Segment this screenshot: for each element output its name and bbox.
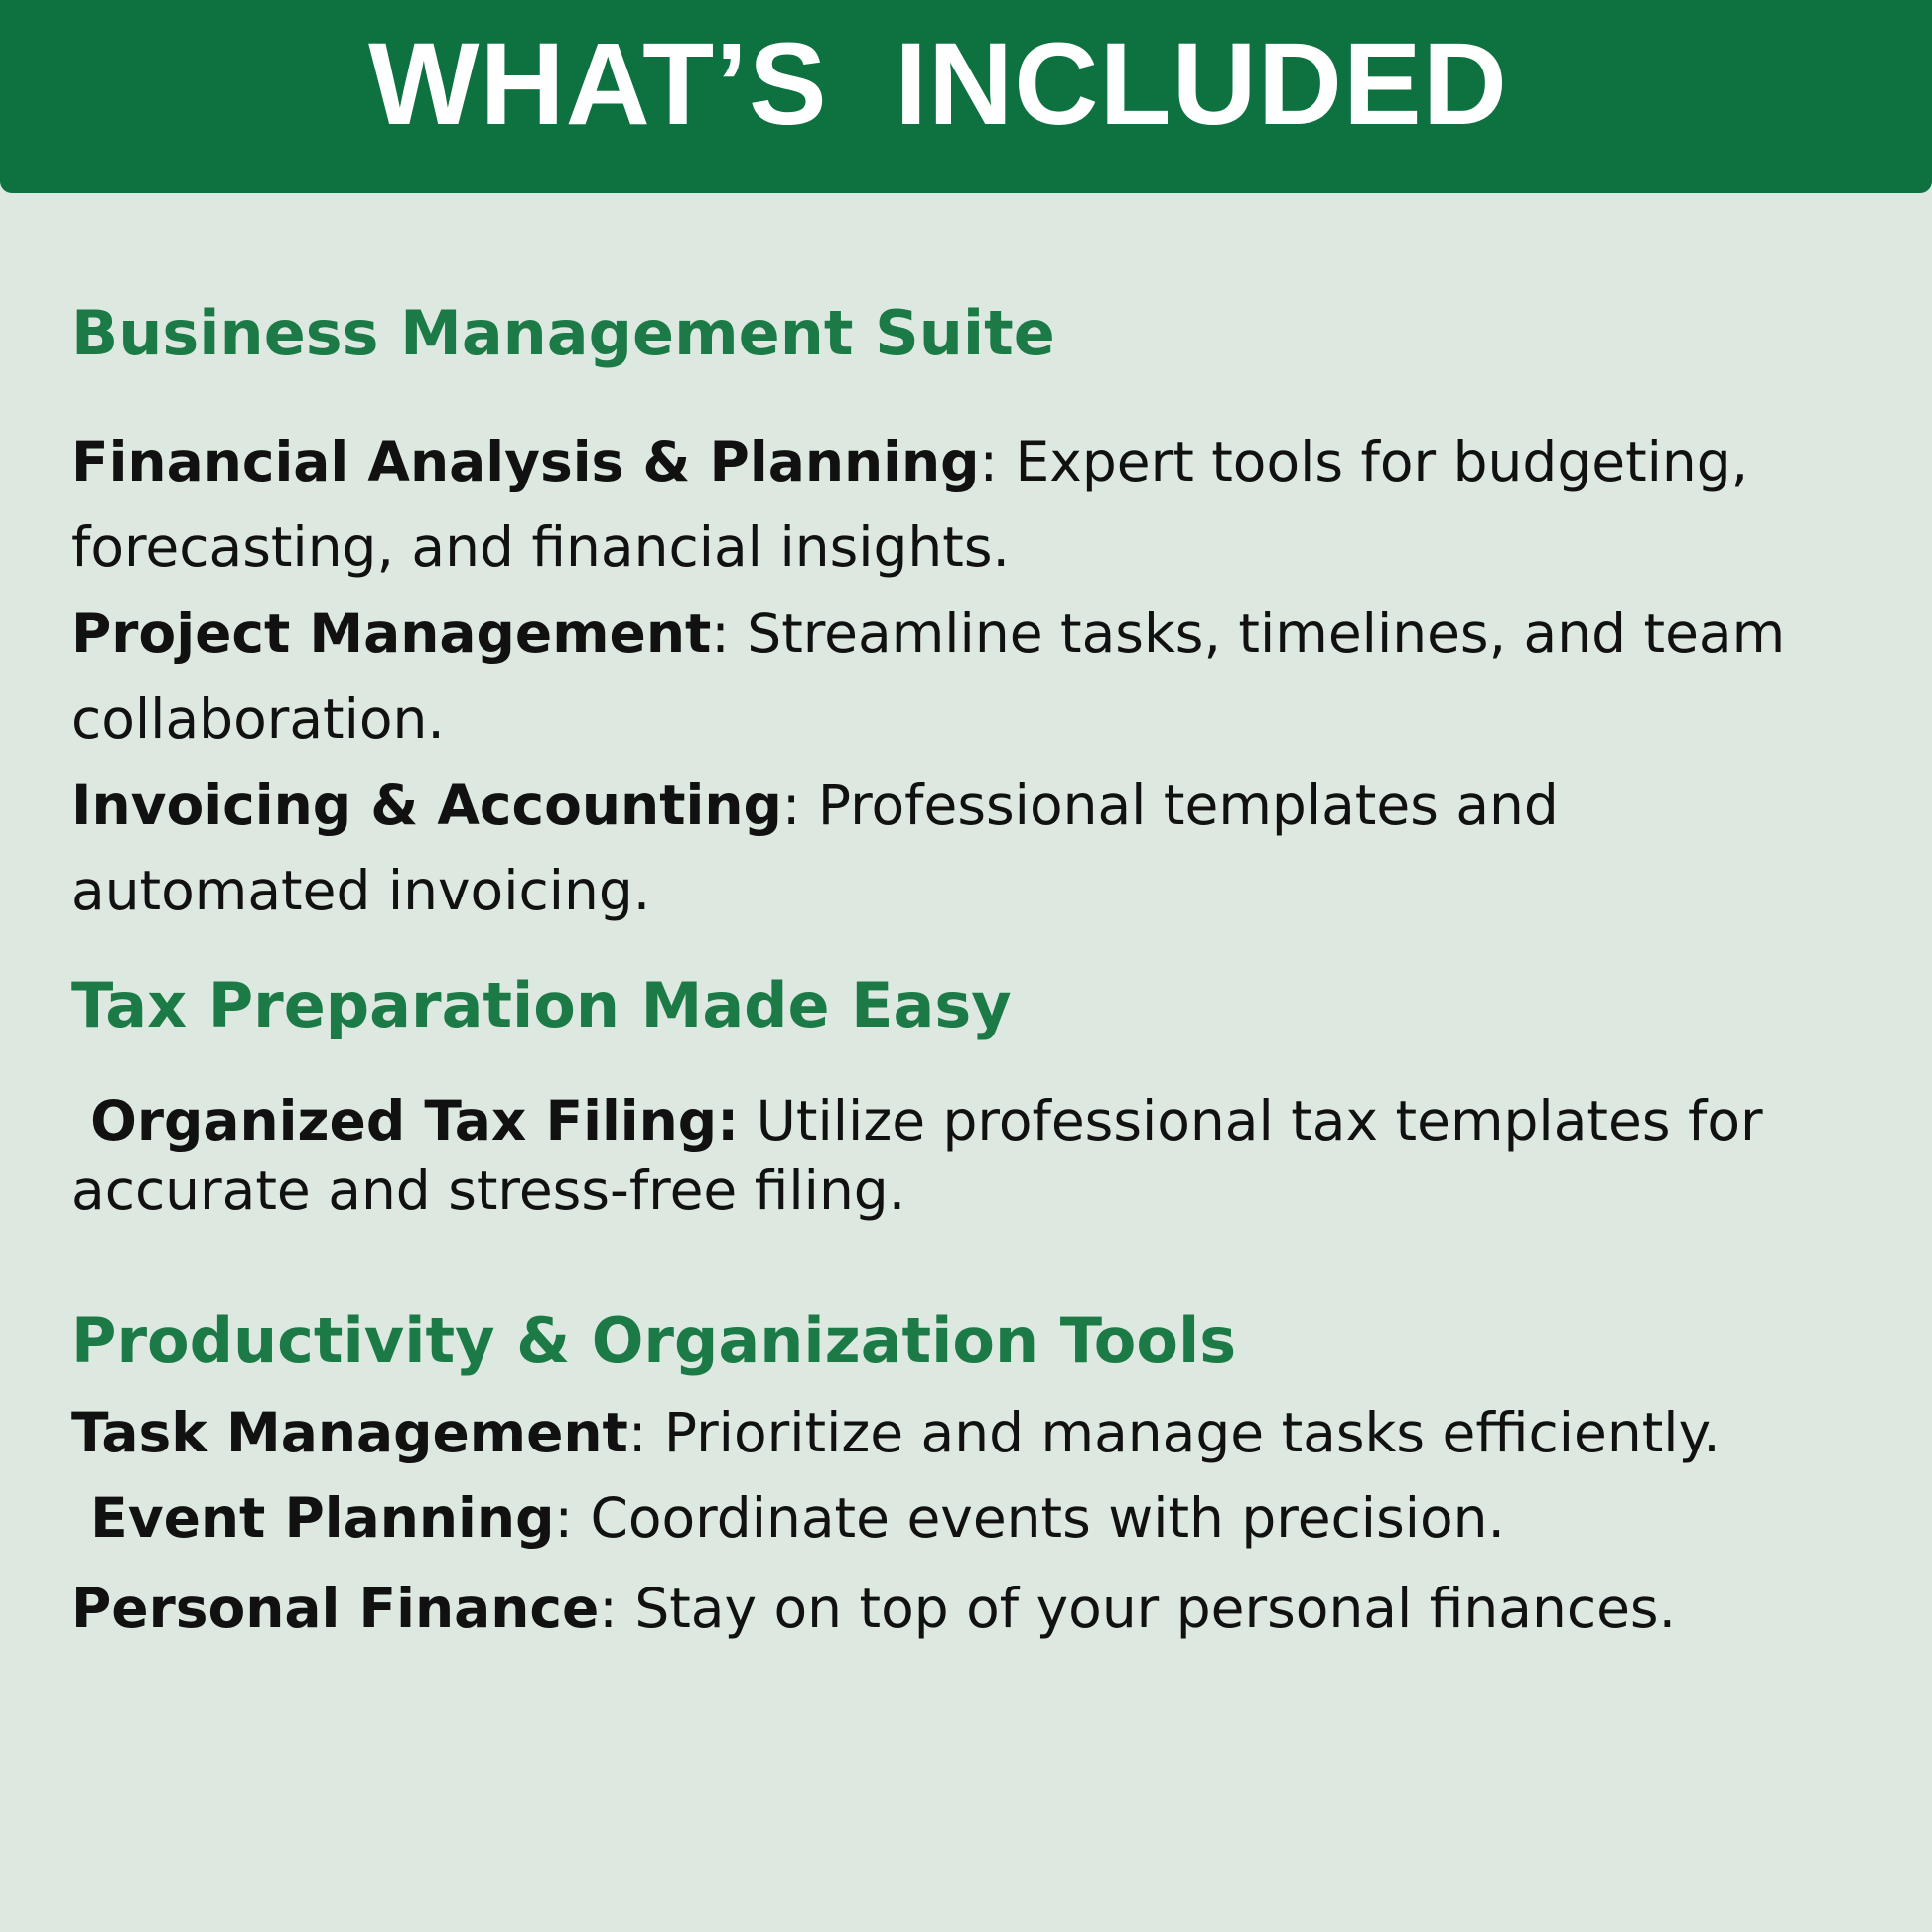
- section-heading-productivity-tools: Productivity & Organization Tools: [71, 1305, 1237, 1377]
- feature-separator: :: [599, 1577, 635, 1640]
- feature-separator: :: [554, 1486, 591, 1550]
- feature-item-task-management: [71, 1390, 1721, 1475]
- feature-item-project-management: [71, 591, 1785, 761]
- feature-term: Personal Finance: [71, 1577, 600, 1640]
- feature-item-invoicing-accounting: [71, 762, 1559, 933]
- feature-separator: :: [979, 430, 1016, 493]
- feature-description: Expert tools for budgeting,: [1015, 430, 1749, 493]
- feature-term: Event Planning: [71, 1486, 555, 1550]
- feature-item-organized-tax-filing: [71, 1086, 1763, 1225]
- feature-term: Organized Tax Filing:: [71, 1089, 740, 1153]
- feature-description-continued: forecasting, and financial insights.: [71, 515, 1010, 579]
- feature-term: Task Management: [71, 1401, 628, 1464]
- feature-separator: :: [781, 773, 818, 837]
- section-heading-business-management-suite: Business Management Suite: [71, 297, 1055, 369]
- feature-item-personal-finance: [71, 1566, 1676, 1651]
- feature-description: Prioritize and manage tasks efficiently.: [663, 1401, 1721, 1464]
- feature-item-event-planning: [71, 1475, 1505, 1561]
- feature-description: Coordinate events with precision.: [590, 1486, 1505, 1550]
- feature-term: Project Management: [71, 602, 712, 665]
- feature-description: Streamline tasks, timelines, and team: [747, 602, 1786, 665]
- feature-description-continued: collaboration.: [71, 687, 445, 751]
- feature-item-financial-analysis: [71, 419, 1748, 590]
- feature-term: Financial Analysis & Planning: [71, 430, 980, 493]
- feature-term: Invoicing & Accounting: [71, 773, 782, 837]
- feature-separator: [739, 1089, 756, 1153]
- header-banner: [0, 0, 1932, 193]
- feature-description: Professional templates and: [817, 773, 1559, 837]
- feature-description: Stay on top of your personal finances.: [634, 1577, 1677, 1640]
- page-title: WHAT’S INCLUDED: [368, 19, 1508, 150]
- section-heading-tax-preparation: Tax Preparation Made Easy: [71, 969, 1012, 1041]
- feature-separator: :: [627, 1401, 664, 1464]
- feature-description: Utilize professional tax templates for: [756, 1089, 1763, 1153]
- feature-separator: :: [711, 602, 748, 665]
- feature-description-continued: accurate and stress-free filing.: [71, 1159, 906, 1222]
- feature-description-continued: automated invoicing.: [71, 859, 651, 922]
